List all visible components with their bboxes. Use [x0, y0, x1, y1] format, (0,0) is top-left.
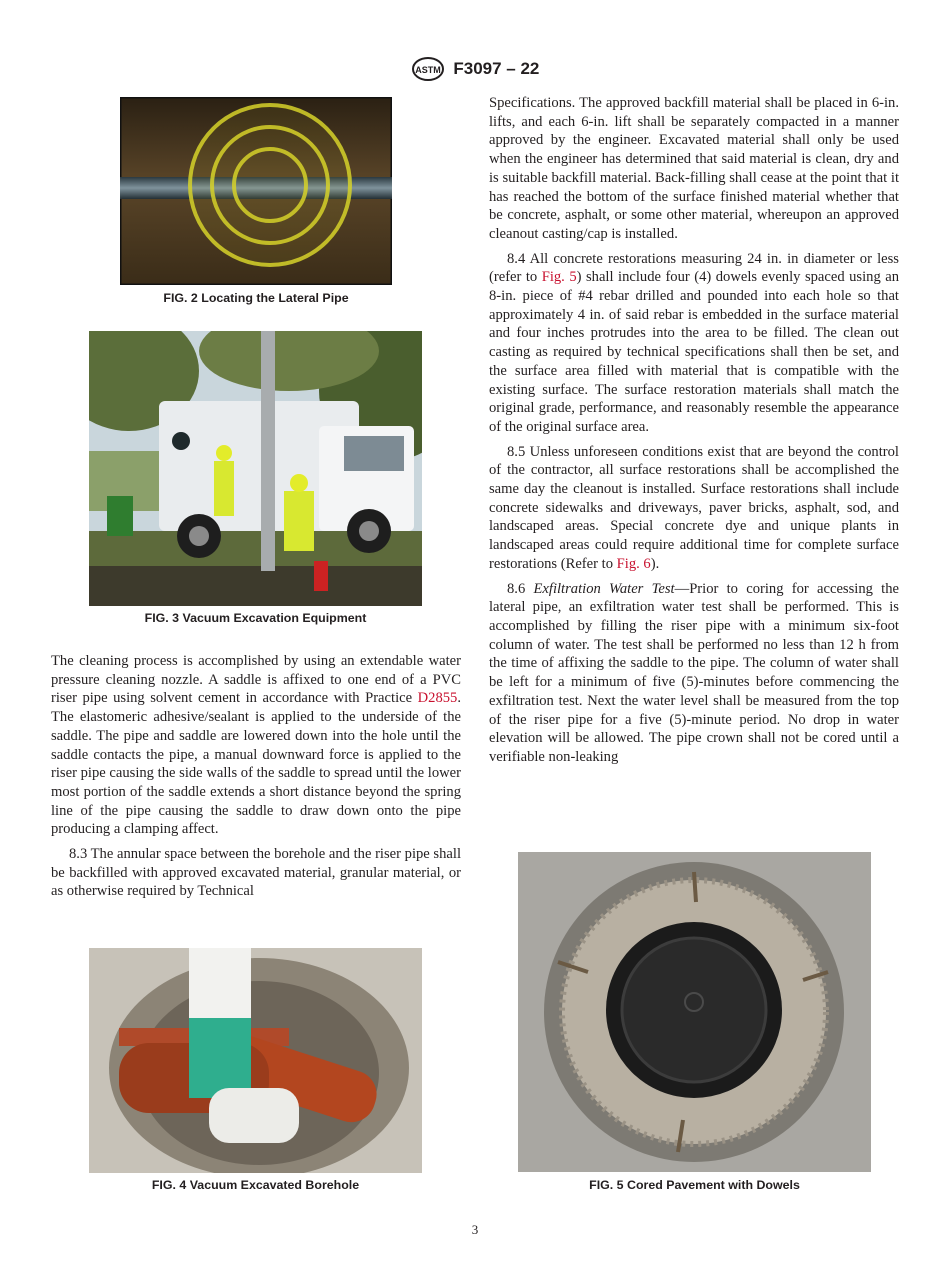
fig3-image [89, 331, 422, 606]
d2855-link[interactable]: D2855 [417, 690, 458, 707]
right-column [489, 94, 899, 773]
fig2-caption: FIG. 2 Locating the Lateral Pipe [163, 291, 349, 305]
left-column [51, 652, 461, 907]
fig2-image [120, 97, 392, 285]
fig6-link[interactable]: Fig. 6 [616, 555, 651, 572]
paragraph-8-6: 8.6 Exfiltration Water Test—Prior to coring for accessing the lateral pipe, an exfiltration water test shall be performed. This is accomplished by filling the riser pipe with a minimum six-foot column of water. The test shall be performed no less than 12 h from the time of affixing the saddle to the pipe. The column of water shall be left for a minimum of five (5)-minutes before commencing the exfiltration test. Next the water level shall be measured from the top of the riser pipe for a five (5)-minute period. No drop in water elevation will be allowed. The pipe crown shall not be cored until a verifiable non-leaking [489, 580, 900, 765]
paragraph: Specifications. The approved backfill material shall be placed in 6-in. lifts, and each 6-in. lift shall be separately compacted in a manner approved by the engineer. Excavated material shall only be used when the engineer has determined that said material is clean, dry and is suitable backfill material. Back-filling shall cease at the point that it has reached the bottom of the surface finished material whether that be concrete, asphalt, or some other material, whereupon an approved cleanout casting/cap is installed. [489, 95, 899, 242]
paragraph-8-3: 8.3 The annular space between the borehole and the riser pipe shall be backfilled with approved excavated material, granular material, or as otherwise required by Technical [51, 846, 461, 900]
paragraph-8-4: 8.4 All concrete restorations measuring 24 in. in diameter or less (refer to Fig. 5) shall include four (4) dowels evenly spaced using an 8-in. piece of #4 rebar drilled and pounded into each hole so that approximately 4 in. of said rebar is embedded in the surface material and four inches protrudes into the area to be filled. The clean out casting as required by technical specifications shall then be set, and the surface area filled with material that is compatible with the existing surface. The surface restoration materials shall match the original grade, performance, and reasonably resemble the appearance of the original surface area. [489, 250, 900, 435]
fig5-image [518, 852, 871, 1172]
astm-logo-icon [411, 56, 445, 82]
page-header [0, 56, 950, 82]
fig4-image [89, 948, 422, 1173]
fig4-caption: FIG. 4 Vacuum Excavated Borehole [151, 1178, 360, 1192]
fig3-caption: FIG. 3 Vacuum Excavation Equipment [144, 611, 367, 625]
paragraph-8-5: 8.5 Unless unforeseen conditions exist that are beyond the control of the contractor, all surface restorations shall be accomplished the same day the cleanout is installed. Surface restorations shall include concrete sidewalks and driveways, paver bricks, asphalt, sod, and landscaped areas. Special concrete dye and unique plants in landscaped areas could require additional time for complete surface restorations (Refer to Fig. 6). [489, 443, 899, 572]
fig5-caption: FIG. 5 Cored Pavement with Dowels [589, 1178, 800, 1192]
page-number: 3 [471, 1222, 479, 1237]
standard-designation: F3097 – 22 [453, 59, 540, 78]
svg-text:ASTM: ASTM [414, 65, 441, 75]
fig5-link[interactable]: Fig. 5 [541, 269, 577, 286]
paragraph: The cleaning process is accomplished by using an extendable water pressure cleaning nozzle. A saddle is affixed to one end of a PVC riser pipe using solvent cement in accordance with Practice D2855. The elastomeric adhesive/sealant is applied to the underside of the saddle. The pipe and saddle are lowered down into the hole until the saddle contacts the pipe, a manual downward force is applied to the riser pipe causing the side walls of the saddle to spread until the lower most portion of the saddle extends a short distance beyond the spring line of the pipe causing the saddle to draw down onto the pipe producing a clamping affect. [51, 653, 461, 838]
